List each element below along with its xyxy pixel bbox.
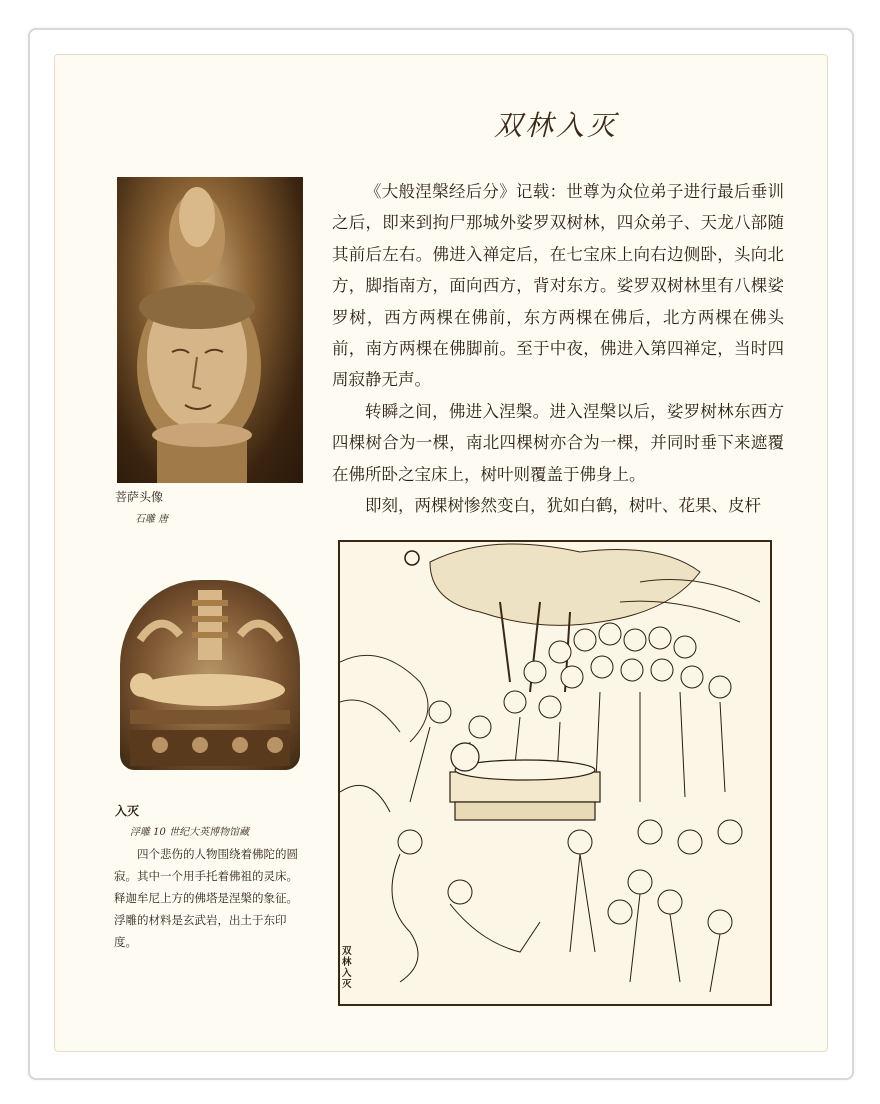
paragraph-1: 《大般涅槃经后分》记载：世尊为众位弟子进行最后垂训之后，即来到拘尸那城外娑罗双树林，四众弟子、天龙八部随其前后左右。佛进入禅定后，在七宝床上向右边侧卧，头向北方，脚指南方，面向西方，背对东方。娑罗双树林里有八棵娑罗树，西方两棵在佛前，东方两棵在佛后，北方两棵在佛头前，南方两棵在佛脚前。至于中夜，佛进入第四禅定，当时四周寂静无声。 bbox=[332, 182, 784, 390]
figure2-description: 四个悲伤的人物围绕着佛陀的圆寂。其中一个用手托着佛祖的灵床。释迦牟尼上方的佛塔是涅槃的象征。浮雕的材料是玄武岩，出土于东印度。 bbox=[114, 847, 298, 949]
mural-label: 双林入灭 bbox=[342, 946, 352, 990]
paragraph-2: 转瞬之间，佛进入涅槃。进入涅槃以后，娑罗树林东西方四棵树合为一棵，南北四棵树亦合为一棵，并同时垂下来遮覆在佛所卧之宝床上，树叶则覆盖于佛身上。 bbox=[332, 401, 784, 484]
figure2-subcaption: 浮雕 10 世纪大英博物馆藏 bbox=[130, 827, 250, 838]
parinirvana-relief-photo bbox=[120, 580, 300, 770]
page-title: 双林入灭 bbox=[494, 109, 619, 142]
parinirvana-line-drawing bbox=[338, 540, 772, 1006]
figure1-caption: 菩萨头像 bbox=[115, 490, 164, 504]
figure1-subcaption: 石雕 唐 bbox=[135, 514, 169, 525]
article-body bbox=[332, 176, 784, 521]
bodhisattva-head-photo bbox=[117, 177, 303, 483]
figure2-caption: 入灭 bbox=[115, 804, 140, 818]
paragraph-3: 即刻，两棵树惨然变白，犹如白鹤，树叶、花果、皮杆 bbox=[365, 496, 761, 516]
